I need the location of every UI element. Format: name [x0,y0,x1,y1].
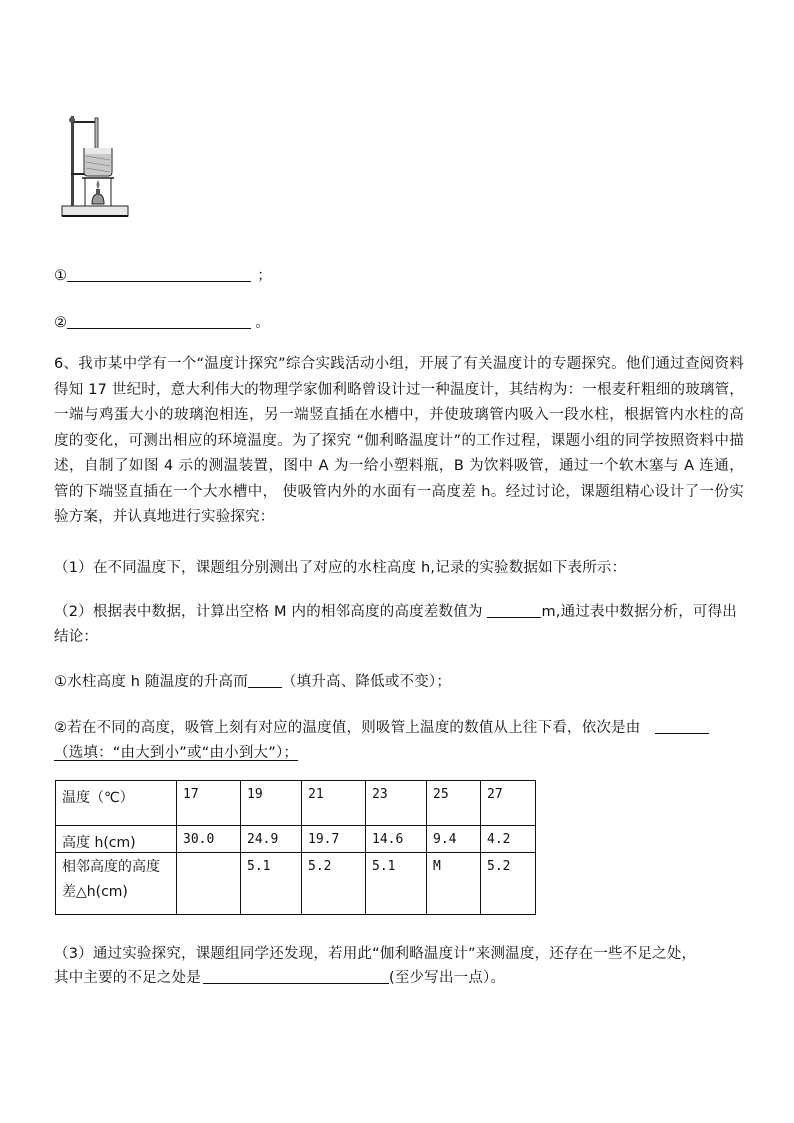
table-row-label: 相邻高度的高度差△h(cm) [56,853,177,915]
table-cell: 5.2 [481,853,536,915]
table-row-height [56,826,536,853]
part-3-blank[interactable] [203,967,389,984]
conclusion-2-blank[interactable] [655,717,709,734]
table-row-label: 温度（℃） [56,781,177,826]
data-table [55,780,536,915]
table-cell: 5.1 [241,853,302,915]
part-3-text-b: (至少写出一点）。 [389,970,506,986]
table-cell: 19 [241,781,302,826]
part-2-text-a: （2）根据表中数据，计算出空格 M 内的相邻高度的高度差数值为 [54,604,488,620]
table-cell: 23 [366,781,427,826]
table-cell: 27 [481,781,536,826]
question-6-part-2 [54,600,737,621]
answer-2-marker: ② [54,315,68,331]
question-6-part-3-line-2 [54,966,505,987]
table-row-height-diff [56,853,536,915]
table-cell: 5.1 [366,853,427,915]
conclusion-1-blank[interactable] [248,671,282,688]
part-2-text-b: m,通过表中数据分析，可得出 [541,604,738,620]
answer-2-end: 。 [255,315,270,331]
answer-1-marker: ① [54,268,68,284]
answer-2-blank[interactable] [67,312,251,329]
table-cell: 9.4 [427,826,481,853]
part-2-conclusion-label: 结论： [54,629,99,645]
conclusion-2-text-b: （选填：“由大到小”或“由小到大”）； [54,745,299,761]
table-cell: 19.7 [302,826,366,853]
table-cell [177,853,241,915]
question-6-part-1: （1）在不同温度下，课题组分别测出了对应的水柱高度 h,记录的实验数据如下表所示： [54,560,627,576]
table-cell: 21 [302,781,366,826]
part-3-text-a: 其中主要的不足之处是 [54,970,201,986]
conclusion-2-text-a: ②若在不同的高度，吸管上刻有对应的温度值，则吸管上温度的数值从上往下看，依次是由 [54,720,641,736]
table-cell: 30.0 [177,826,241,853]
table-cell: 14.6 [366,826,427,853]
table-cell: 4.2 [481,826,536,853]
table-cell-m: M [427,853,481,915]
conclusion-2-options [54,741,298,762]
answer-1-blank[interactable] [67,265,251,282]
answer-line-1[interactable] [54,264,272,285]
part-2-blank-m[interactable] [487,601,541,618]
question-6-intro: 6、我市某中学有一个“温度计探究”综合实践活动小组，开展了有关温度计的专题探究。他们通过查阅资料得知 17 世纪时，意大利伟大的物理学家伽利略曾设计过一种温度计，其结构为：一根麦秆粗细的玻璃管，一端与鸡蛋大小的玻璃泡相连，另一端竖直插在水槽中，并使玻璃管内吸入一段水柱，根据管内水柱的高度的变化，可测出相应的环境温度。为了探究 “伽利略温度计”的工作过程，课题小组的同学按照资料中描述，自制了如图 4 示的测温装置，图中 A 为一给小塑料瓶，B 为饮料吸管，通过一个软木塞与 A 连通，管的下端竖直插在一个大水槽中， 使吸管内外的水面有一高度差 h。经过讨论，课题组精心设计了一份实验方案，并认真地进行实验探究： [54,356,744,525]
conclusion-1 [54,670,451,691]
answer-line-2[interactable] [54,311,270,332]
conclusion-1-text-b: （填升高、降低或不变）； [281,674,452,690]
table-row-temperature [56,781,536,826]
table-cell: 5.2 [302,853,366,915]
answer-1-end: ； [257,268,272,284]
apparatus-figure [58,112,132,222]
table-cell: 17 [177,781,241,826]
table-cell: 24.9 [241,826,302,853]
table-cell: 25 [427,781,481,826]
conclusion-2 [54,716,709,737]
conclusion-1-text-a: ①水柱高度 h 随温度的升高而 [54,674,248,690]
table-row-label: 高度 h(cm) [56,826,177,853]
question-6-part-3: （3）通过实验探究，课题组同学还发现，若用此“伽利略温度计”来测温度，还存在一些不足之处， [54,946,697,962]
